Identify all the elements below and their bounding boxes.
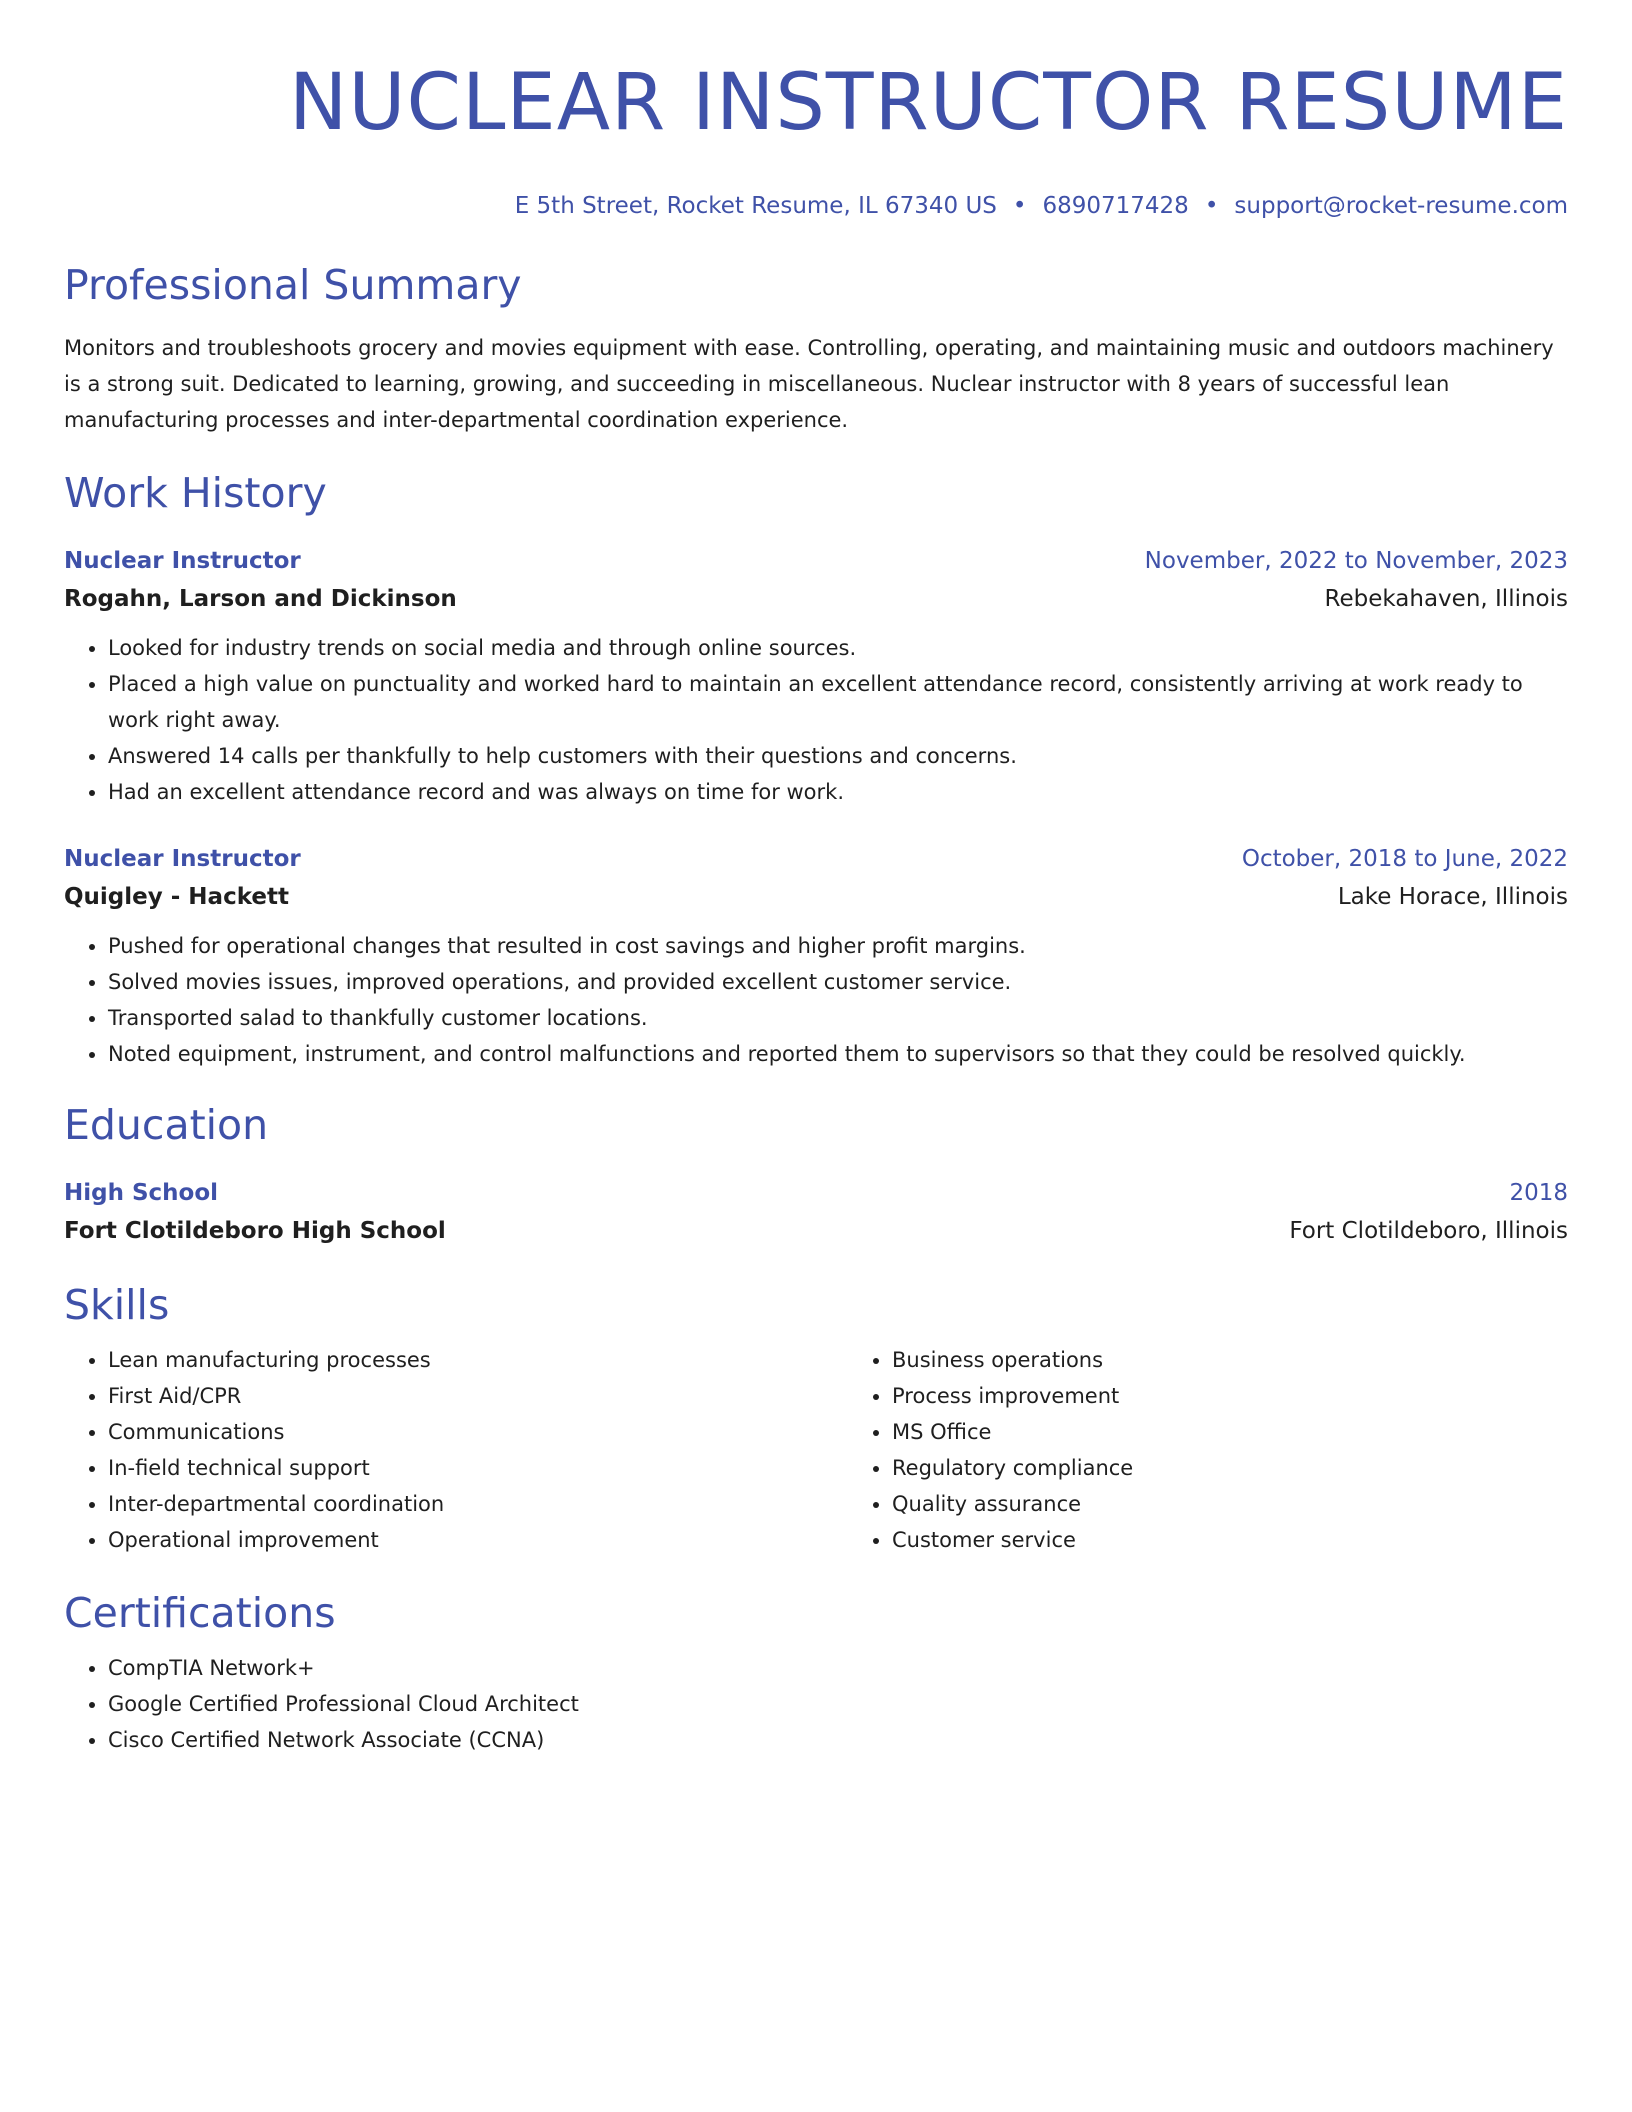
certification-item: • Google Certified Professional Cloud Architect xyxy=(108,1686,1568,1722)
job-bullet: • Answered 14 calls per thankfully to help customers with their questions and concerns. xyxy=(108,738,1568,774)
resume-title: NUCLEAR INSTRUCTOR RESUME xyxy=(289,58,1568,148)
contact-separator: • xyxy=(1012,193,1027,219)
skill-item: • Customer service xyxy=(892,1522,1568,1558)
summary-heading: Professional Summary xyxy=(64,261,522,309)
education-location: Fort Clotildeboro, Illinois xyxy=(1289,1218,1568,1244)
job-bullet: • Had an excellent attendance record and was always on time for work. xyxy=(108,774,1568,810)
job-employer: Quigley - Hackett xyxy=(64,884,289,910)
job-employer: Rogahn, Larson and Dickinson xyxy=(64,586,457,612)
education-entry xyxy=(64,1174,1568,1250)
skills-heading: Skills xyxy=(64,1281,170,1329)
skills-columns xyxy=(64,1342,1568,1558)
job-bullet: • Placed a high value on punctuality and worked hard to maintain an excellent attendance record, consistently arriving at work ready to work right away. xyxy=(108,666,1568,738)
skill-item: • Communications xyxy=(108,1414,848,1450)
job-bullet: • Pushed for operational changes that resulted in cost savings and higher profit margins. xyxy=(108,928,1568,964)
skill-item: • Regulatory compliance xyxy=(892,1450,1568,1486)
job-header xyxy=(64,542,1568,580)
skill-item: • Business operations xyxy=(892,1342,1568,1378)
summary-text: Monitors and troubleshoots grocery and movies equipment with ease. Controlling, operating, and maintaining music and outdoors machinery is a strong suit. Dedicated to learning, growing, and succeeding in miscellaneous. Nuclear instructor with 8 years of successful lean manufacturing processes and inter-departmental coordination experience. xyxy=(64,336,1554,432)
education-header xyxy=(64,1174,1568,1212)
skill-item: • Process improvement xyxy=(892,1378,1568,1414)
education-subheader xyxy=(64,1212,1568,1250)
job-header xyxy=(64,840,1568,878)
skill-item: • Inter-departmental coordination xyxy=(108,1486,848,1522)
job-location: Rebekahaven, Illinois xyxy=(1324,586,1568,612)
job-role: Nuclear Instructor xyxy=(64,548,301,574)
job-location: Lake Horace, Illinois xyxy=(1337,884,1568,910)
job-bullet: • Looked for industry trends on social media and through online sources. xyxy=(108,630,1568,666)
skill-item: • In-field technical support xyxy=(108,1450,848,1486)
education-heading: Education xyxy=(64,1101,269,1149)
job-bullets xyxy=(64,928,1568,1072)
certifications-list xyxy=(64,1650,1568,1758)
education-year: 2018 xyxy=(1509,1180,1568,1206)
job-bullet: • Transported salad to thankfully customer locations. xyxy=(108,1000,1568,1036)
certifications-heading: Certifications xyxy=(64,1589,336,1637)
education-school: Fort Clotildeboro High School xyxy=(64,1218,446,1244)
contact-separator: • xyxy=(1204,193,1219,219)
skill-item: • Lean manufacturing processes xyxy=(108,1342,848,1378)
certification-item: • CompTIA Network+ xyxy=(108,1650,1568,1686)
job-dates: November, 2022 to November, 2023 xyxy=(1144,548,1568,574)
skill-item: • Quality assurance xyxy=(892,1486,1568,1522)
job-role: Nuclear Instructor xyxy=(64,846,301,872)
skill-item: • First Aid/CPR xyxy=(108,1378,848,1414)
work-history-heading: Work History xyxy=(64,469,327,517)
job-bullet: • Noted equipment, instrument, and control malfunctions and reported them to supervisors so that they could be resolved quickly. xyxy=(108,1036,1568,1072)
skill-item: • Operational improvement xyxy=(108,1522,848,1558)
job-subheader xyxy=(64,580,1568,618)
job-entry xyxy=(64,840,1568,1072)
job-bullet: • Solved movies issues, improved operations, and provided excellent customer service. xyxy=(108,964,1568,1000)
skills-list-right xyxy=(848,1342,1568,1558)
skills-list-left xyxy=(64,1342,848,1558)
job-subheader xyxy=(64,878,1568,916)
contact-line xyxy=(64,190,1568,222)
skill-item: • MS Office xyxy=(892,1414,1568,1450)
job-bullets xyxy=(64,630,1568,810)
contact-phone: 6890717428 xyxy=(1042,193,1189,219)
contact-address: E 5th Street, Rocket Resume, IL 67340 US xyxy=(514,193,997,219)
certification-item: • Cisco Certified Network Associate (CCNA) xyxy=(108,1722,1568,1758)
education-degree: High School xyxy=(64,1180,219,1206)
job-dates: October, 2018 to June, 2022 xyxy=(1241,846,1568,872)
contact-email: support@rocket-resume.com xyxy=(1234,193,1568,219)
job-entry xyxy=(64,542,1568,810)
